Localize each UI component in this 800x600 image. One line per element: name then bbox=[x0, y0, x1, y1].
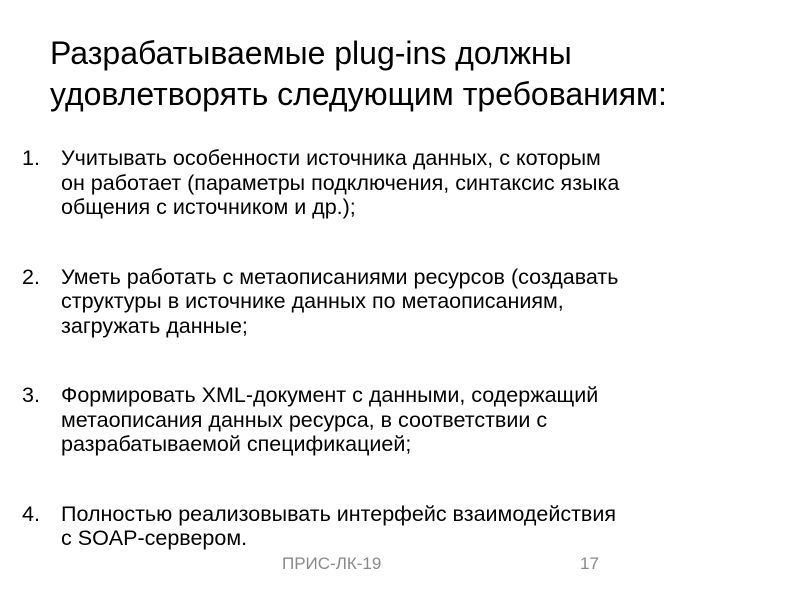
slide-page-number: 17 bbox=[580, 554, 599, 573]
requirement-text bbox=[61, 502, 781, 551]
requirement-line: загружать данные; bbox=[61, 313, 248, 338]
requirement-line: он работает (параметры подключения, синтаксис языка bbox=[61, 170, 620, 195]
requirement-line: метаописания данных ресурса, в соответствии с bbox=[61, 407, 548, 432]
requirement-line: Формировать XML-документ с данными, содержащий bbox=[61, 383, 599, 407]
requirement-line: общения с источником и др.); bbox=[61, 195, 356, 219]
slide-footer-label: ПРИС-ЛК-19 bbox=[282, 554, 382, 573]
requirement-text bbox=[61, 146, 781, 220]
requirement-item bbox=[0, 265, 800, 339]
requirement-number: 2. bbox=[22, 264, 40, 289]
requirement-line: Учитывать особенности источника данных, с которым bbox=[61, 146, 601, 170]
slide-title bbox=[50, 33, 770, 115]
requirement-number: 3. bbox=[22, 383, 40, 407]
requirement-number: 1. bbox=[22, 146, 40, 170]
requirements-list bbox=[0, 146, 800, 596]
requirement-item bbox=[0, 146, 800, 220]
requirement-line: Уметь работать с метаописаниями ресурсов (создавать bbox=[61, 264, 619, 289]
requirement-text bbox=[61, 265, 781, 339]
requirement-line: с SOAP-сервером. bbox=[61, 526, 248, 550]
requirement-number: 4. bbox=[22, 501, 40, 526]
slide-title-line: Разрабатываемые plug-ins должны bbox=[50, 35, 572, 71]
slide-title-line: удовлетворять следующим требованиям: bbox=[50, 76, 667, 112]
requirement-line: структуры в источнике данных по метаописаниям, bbox=[61, 289, 564, 313]
requirement-item bbox=[0, 383, 800, 457]
requirement-line: разрабатываемой спецификацией; bbox=[61, 432, 412, 456]
requirement-item bbox=[0, 502, 800, 551]
requirement-text bbox=[61, 383, 781, 457]
requirement-line: Полностью реализовывать интерфейс взаимодействия bbox=[61, 501, 617, 526]
